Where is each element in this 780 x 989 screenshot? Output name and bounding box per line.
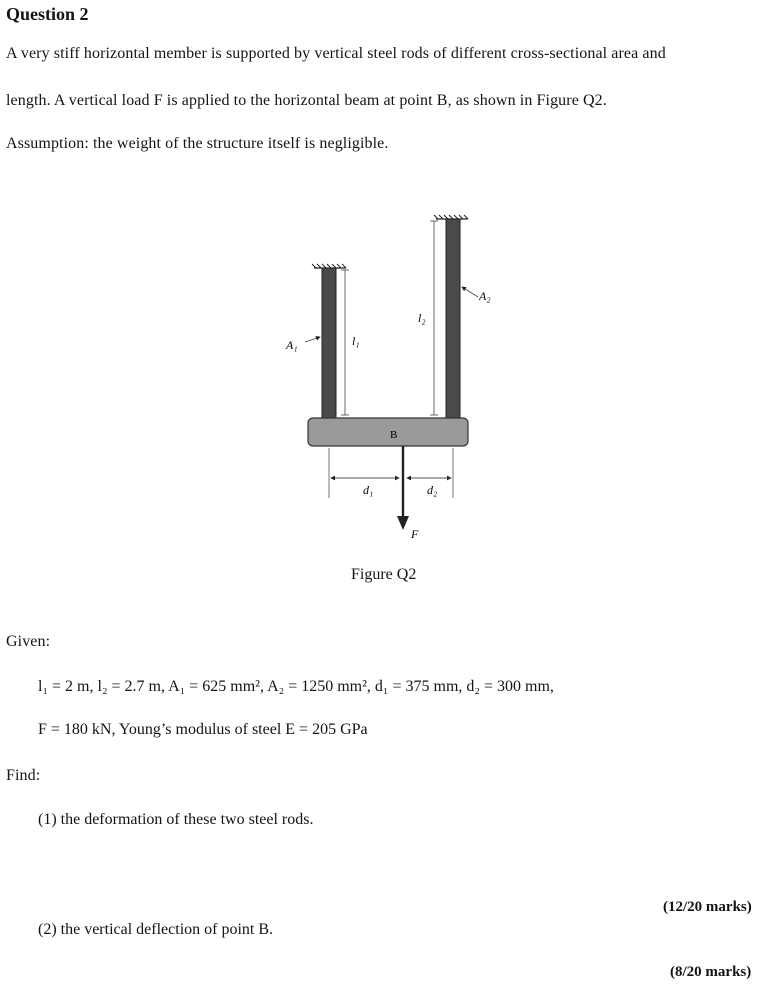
rod-2 [446,219,460,418]
l2-dimension [430,221,438,415]
a1-leader [305,337,320,342]
figure-caption: Figure Q2 [351,566,417,583]
label-d2: d₂ [427,483,438,497]
find-heading: Find: [6,767,41,784]
given-line-1: l₁ = 2 m, l₂ = 2.7 m, A₁ = 625 mm², A₂ = 1250 mm², d₁ = 375 mm, d₂ = 300 mm, [38,678,554,695]
rod-1 [322,268,336,418]
label-l1: l₁ [352,334,360,348]
left-ceiling-support [312,264,346,268]
intro-line-2: length. A vertical load F is applied to the horizontal beam at point B, as shown in Figure Q2. [6,92,607,109]
label-b: B [390,429,398,441]
label-d1: d₁ [363,483,374,497]
question-title: Question 2 [6,4,89,24]
load-arrow [397,446,409,530]
horizontal-beam [308,418,468,446]
right-ceiling-support [434,215,468,219]
assumption-text: Assumption: the weight of the structure itself is negligible. [6,135,389,152]
given-heading: Given: [6,633,51,650]
label-a2: A₂ [479,289,491,303]
find-item-1: (1) the deformation of these two steel rods. [38,811,314,828]
intro-line-1: A very stiff horizontal member is supported by vertical steel rods of different cross-sectional area and [6,45,666,62]
l1-dimension [341,270,349,415]
label-l2: l₂ [418,311,426,325]
item-2-marks: (8/20 marks) [670,964,752,980]
given-line-2: F = 180 kN, Young’s modulus of steel E = 205 GPa [38,721,368,738]
item-1-marks: (12/20 marks) [663,899,752,915]
a2-leader [462,287,478,297]
label-a1: A₁ [286,338,298,352]
label-f: F [411,527,419,541]
find-item-2: (2) the vertical deflection of point B. [38,921,274,938]
